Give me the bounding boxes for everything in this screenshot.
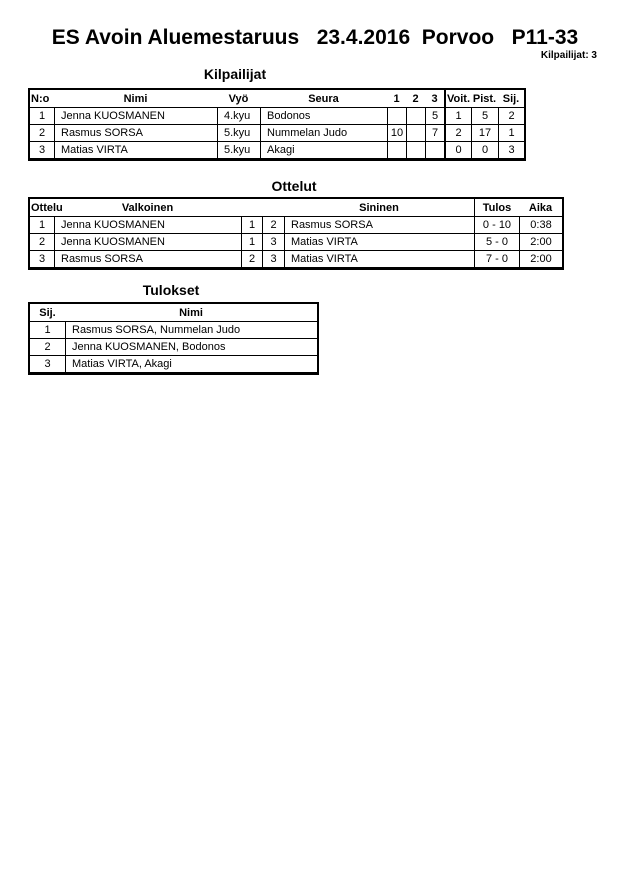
cell-round3: 5 (425, 108, 444, 124)
cell-blue: Matias VIRTA (284, 234, 474, 250)
cell-points: 5 (471, 108, 498, 124)
cell-white-no: 1 (241, 217, 262, 233)
cell-wins: 2 (444, 125, 471, 141)
cell-name: Matias VIRTA (54, 142, 217, 158)
cell-wins: 1 (444, 108, 471, 124)
header-cell-round3: 3 (431, 92, 438, 105)
header-cell-no: N:o (31, 92, 50, 105)
cell-club: Akagi (260, 142, 387, 158)
header-cell-rank: Sij. (502, 92, 520, 105)
cell-name: Rasmus SORSA (54, 125, 217, 141)
header-cell-points: Pist. (472, 92, 497, 105)
cell-time: 0:38 (519, 217, 562, 233)
cell-rank: 3 (44, 358, 51, 370)
cell-points: 0 (471, 142, 498, 158)
header-cell-name: Nimi (179, 306, 203, 319)
cell-result: 5 - 0 (474, 234, 519, 250)
competitors-table (28, 88, 526, 161)
header-cell-belt: Vyö (228, 92, 249, 105)
table-row (30, 141, 524, 158)
cell-belt: 4.kyu (217, 108, 260, 124)
page-title: ES Avoin Aluemestaruus 23.4.2016 Porvoo P11-33 (51, 26, 579, 49)
competitors-header-row (30, 90, 524, 107)
cell-wins: 0 (444, 142, 471, 158)
competitors-heading: Kilpailijat (203, 66, 267, 82)
cell-round1: 10 (387, 125, 406, 141)
cell-rank: 3 (498, 142, 524, 158)
participants-count: Kilpailijat: 3 (540, 50, 597, 61)
header-cell-time: Aika (528, 201, 553, 214)
header-cell-result: Tulos (474, 199, 519, 216)
header-cell-name: Nimi (123, 92, 148, 105)
cell-belt: 5.kyu (217, 125, 260, 141)
cell-match: 2 (38, 236, 46, 248)
cell-club: Bodonos (260, 108, 387, 124)
results-header-row (30, 304, 317, 321)
cell-white: Rasmus SORSA (54, 251, 241, 267)
header-cell-wins: Voit. (444, 90, 471, 107)
table-row (30, 124, 524, 141)
cell-round1 (387, 142, 406, 158)
cell-no: 1 (38, 110, 46, 122)
cell-blue: Rasmus SORSA (284, 217, 474, 233)
cell-no: 2 (38, 127, 46, 139)
header-cell-round2: 2 (412, 92, 419, 105)
table-row (30, 107, 524, 124)
cell-blue-no: 3 (262, 251, 284, 267)
cell-round3 (425, 142, 444, 158)
cell-name: Rasmus SORSA, Nummelan Judo (65, 322, 317, 338)
cell-round2 (406, 125, 425, 141)
header-cell-rank: Sij. (39, 306, 56, 319)
cell-name: Matias VIRTA, Akagi (65, 356, 317, 372)
matches-header-row (30, 199, 562, 216)
cell-no: 3 (38, 144, 46, 156)
matches-heading: Ottelut (271, 178, 317, 194)
header-cell-round1: 1 (393, 92, 400, 105)
cell-blue: Matias VIRTA (284, 251, 474, 267)
cell-points: 17 (471, 125, 498, 141)
cell-time: 2:00 (519, 251, 562, 267)
header-cell-blue-no (262, 199, 284, 216)
cell-result: 0 - 10 (474, 217, 519, 233)
results-heading: Tulokset (142, 282, 200, 298)
cell-time: 2:00 (519, 234, 562, 250)
cell-rank: 2 (498, 108, 524, 124)
cell-white-no: 2 (241, 251, 262, 267)
table-row (30, 250, 562, 267)
header-cell-club: Seura (308, 92, 339, 105)
cell-white: Jenna KUOSMANEN (54, 234, 241, 250)
cell-rank: 2 (44, 341, 51, 353)
cell-rank: 1 (498, 125, 524, 141)
cell-round3: 7 (425, 125, 444, 141)
results-table (28, 302, 319, 375)
cell-match: 1 (38, 219, 46, 231)
cell-blue-no: 2 (262, 217, 284, 233)
cell-belt: 5.kyu (217, 142, 260, 158)
table-row (30, 355, 317, 372)
cell-name: Jenna KUOSMANEN (54, 108, 217, 124)
table-row (30, 216, 562, 233)
table-row (30, 338, 317, 355)
header-cell-match: Ottelu (31, 201, 63, 214)
cell-round2 (406, 142, 425, 158)
header-cell-white-no (241, 199, 262, 216)
cell-white: Jenna KUOSMANEN (54, 217, 241, 233)
cell-rank: 1 (44, 324, 51, 336)
cell-result: 7 - 0 (474, 251, 519, 267)
cell-round1 (387, 108, 406, 124)
table-row (30, 321, 317, 338)
cell-blue-no: 3 (262, 234, 284, 250)
cell-white-no: 1 (241, 234, 262, 250)
matches-table (28, 197, 564, 270)
cell-round2 (406, 108, 425, 124)
header-cell-white: Valkoinen (121, 201, 174, 214)
table-row (30, 233, 562, 250)
cell-name: Jenna KUOSMANEN, Bodonos (65, 339, 317, 355)
header-cell-blue: Sininen (359, 201, 399, 214)
cell-match: 3 (38, 253, 46, 265)
cell-club: Nummelan Judo (260, 125, 387, 141)
